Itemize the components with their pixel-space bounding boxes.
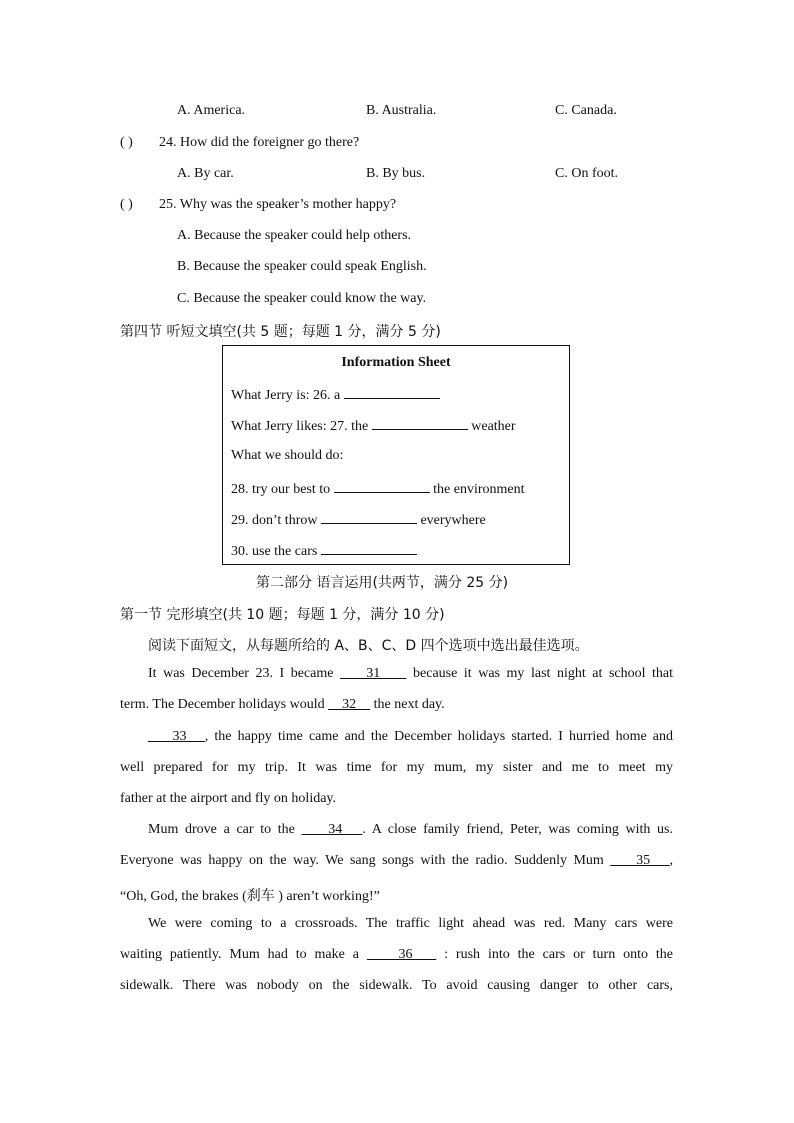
cloze-blank-34[interactable]: 34 [301, 822, 363, 837]
q25-option-c: C. Because the speaker could know the way. [177, 291, 427, 306]
section4-heading: 第四节 听短文填空(共 5 题；每题 1 分，满分 5 分) [120, 324, 441, 340]
passage-text: , [669, 853, 674, 868]
section1-heading: 第一节 完形填空(共 10 题；每题 1 分，满分 10 分) [120, 607, 445, 623]
q24-option-b: B. By bus. [366, 166, 426, 181]
passage-text: Everyone was happy on the way. We sang songs with the radio. Suddenly Mum [120, 853, 604, 868]
passage-line-3b [120, 853, 673, 869]
passage-line-3c: “Oh, God, the brakes (刹车 ) aren’t working!” [120, 889, 380, 904]
info-line-27-text: What Jerry likes: 27. the [231, 419, 369, 434]
q25-option-a: A. Because the speaker could help others. [177, 228, 412, 243]
passage-text: It was December 23. I became [148, 666, 334, 681]
q24-option-c: C. On foot. [555, 166, 618, 181]
q25-option-b: B. Because the speaker could speak English. [177, 259, 427, 274]
answer-blank-29[interactable] [321, 511, 417, 524]
info-line-30 [231, 542, 417, 560]
passage-text: because it was my last night at school that [413, 666, 674, 681]
info-line-28-text: 28. try our best to [231, 482, 331, 497]
passage-text: waiting patiently. Mum had to make a [120, 947, 359, 962]
passage-text: the next day. [373, 697, 445, 712]
cloze-blank-33[interactable]: 33 [148, 729, 205, 744]
info-line-27 [231, 417, 516, 435]
info-line-26 [231, 386, 440, 404]
information-sheet-title: Information Sheet [341, 355, 451, 370]
answer-blank-28[interactable] [334, 480, 430, 493]
info-line-27-suffix: weather [471, 419, 516, 434]
info-line-29 [231, 511, 486, 529]
passage-text: , the happy time came and the December holidays started. I hurried home and [204, 729, 674, 744]
cloze-blank-35[interactable]: 35 [610, 853, 670, 868]
q24-question: 24. How did the foreigner go there? [159, 135, 360, 150]
passage-line-1a [148, 666, 673, 682]
passage-line-2b: well prepared for my trip. It was time for my mum, my sister and me to meet my [120, 760, 673, 775]
cloze-blank-32[interactable]: 32 [328, 697, 371, 712]
information-sheet [222, 345, 570, 565]
passage-line-3a [148, 822, 673, 838]
info-line-28 [231, 480, 525, 498]
q25-answer-paren: ( ) [120, 197, 133, 212]
q23-option-b: B. Australia. [366, 103, 437, 118]
part2-heading: 第二部分 语言运用(共两节，满分 25 分) [256, 575, 509, 591]
passage-text: term. The December holidays would [120, 697, 325, 712]
passage-line-4c: sidewalk. There was nobody on the sidewalk. To avoid causing danger to other cars, [120, 978, 673, 993]
passage-text: : rush into the cars or turn onto the [444, 947, 674, 962]
q24-option-a: A. By car. [177, 166, 234, 181]
passage-text: Mum drove a car to the [148, 822, 295, 837]
passage-text: . A close family friend, Peter, was coming with us. [362, 822, 674, 837]
info-line-28-suffix: the environment [433, 482, 525, 497]
info-line-26-text: What Jerry is: 26. a [231, 388, 341, 403]
passage-line-4a: We were coming to a crossroads. The traffic light ahead was red. Many cars were [148, 916, 673, 931]
passage-line-1b [120, 697, 445, 713]
info-line-30-text: 30. use the cars [231, 544, 318, 559]
q24-answer-paren: ( ) [120, 135, 133, 150]
passage-line-2a [148, 729, 673, 745]
passage-line-2c: father at the airport and fly on holiday. [120, 791, 337, 806]
info-line-29-text: 29. don’t throw [231, 513, 318, 528]
cloze-blank-36[interactable]: 36 [366, 947, 437, 962]
cloze-blank-31[interactable]: 31 [340, 666, 407, 681]
q23-option-c: C. Canada. [555, 103, 617, 118]
answer-blank-30[interactable] [321, 542, 417, 555]
info-line-29-suffix: everywhere [420, 513, 486, 528]
info-line-what-we-should-do: What we should do: [231, 448, 344, 463]
q23-option-a: A. America. [177, 103, 246, 118]
q25-question: 25. Why was the speaker’s mother happy? [159, 197, 397, 212]
answer-blank-27[interactable] [372, 417, 468, 430]
passage-line-4b [120, 947, 673, 963]
answer-blank-26[interactable] [344, 386, 440, 399]
instruction: 阅读下面短文，从每题所给的 A、B、C、D 四个选项中选出最佳选项。 [148, 638, 589, 654]
